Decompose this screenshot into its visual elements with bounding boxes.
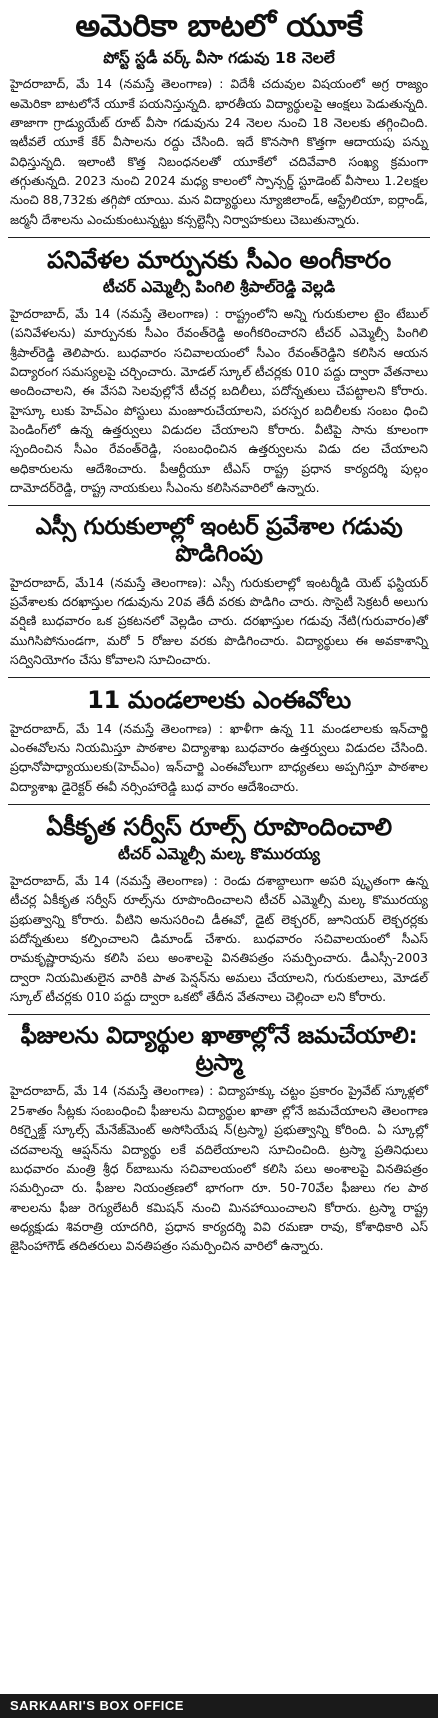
dateline: హైదరాబాద్, మే 14 (నమస్తే తెలంగాణ) : bbox=[10, 76, 224, 92]
dateline: హైదరాబాద్, మే 14 (నమస్తే తెలంగాణ) : bbox=[10, 720, 224, 736]
article-uk-visa bbox=[8, 0, 430, 238]
body-text: రెండు దశాబ్దాలుగా అపరి ష్కృతంగా ఉన్న టీచర్ల ఏకీకృత సర్వీస్ రూల్స్‌ను రూపొందించాలని టీచర్ ఎమ్మెల్సీ మల్క కొమురయ్య ప్రభుత్వాన్ని కోరారు. వీటిని అనుసరించి డీఈవో, డైట్ లెక్చరర్, జూనియర్ లెక్చరర్లకు పదోన్నతులు కల్పించాలని డిమాండ్ చేశారు. బుధవారం సచివాలయంలో సీఎస్ రామకృష్ణారావును కలిసి పలు అంశాలపై వినతిపత్రం సమర్పించారు. డీఎస్సీ-2003 ద్వారా నియమితులైన వారికి పాత పెన్షన్‌ను అమలు చేయాలని, గురుకులాలు, మోడల్ స్కూల్ టీచర్లకు 010 పద్దు ద్వారా ఒకటో తేదీన వేతనాలు చెల్లించా లని కోరారు. bbox=[10, 872, 428, 1004]
subheadline: పోస్ట్ స్టడీ వర్క్ వీసా గడువు 18 నెలలే bbox=[103, 48, 335, 67]
headline: ఎస్సీ గురుకులాల్లో ఇంటర్ ప్రవేశాల గడువు పొడిగింపు bbox=[35, 514, 403, 568]
article-body bbox=[8, 871, 430, 1006]
dateline: హైదరాబాద్, మే 14 (నమస్తే తెలంగాణ) : bbox=[10, 305, 219, 321]
article-body bbox=[8, 304, 430, 497]
dateline: హైదరాబాద్, మే 14 (నమస్తే తెలంగాణ) : bbox=[10, 1083, 214, 1099]
body-text: విదేశీ చదువుల విషయంలో అగ్ర రాజ్యం అమెరికా బాటలోనే యూకే పయనిస్తున్నది. భారతీయ విద్యార్థులపై ఆంక్షలు పెడుతున్నది. తాజాగా గ్రాడ్యుయేట్ రూట్ వీసా గడువును 24 నెలల నుంచి 18 నెలలకు తగ్గించింది. ఇటీవలే యూకే కేర్ వీసాలను రద్దు చేసింది. ఇదే కొనసాగి కొత్తగా ఆదాయపు పన్ను విధిస్తున్నది. ఇలాంటి కొత్త నిబంధనలతో యూకేలో చదివేవారి సంఖ్య క్రమంగా తగ్గుతున్నది. 2023 నుంచి 2024 మధ్య కాలంలో స్పాన్సర్డ్ స్టూడెంట్ వీసాలు 1.2లక్షల నుంచి 88,732కు తగ్గిపో యాయి. మన విద్యార్థులు న్యూజిలాండ్, ఆస్ట్రేలియా, ఐర్లాండ్, జర్మనీ దేశాలను ఎంచుకుంటున్నట్టు కన్సల్టెన్సీ నిర్వాహకులు చెబుతున్నారు. bbox=[10, 76, 428, 227]
subheadline: టీచర్ ఎమ్మెల్సీ మల్క కొమురయ్య bbox=[118, 845, 320, 864]
article-body bbox=[8, 1081, 430, 1255]
article-body bbox=[8, 573, 430, 670]
subheadline: టీచర్ ఎమ్మెల్సీ పింగిలి శ్రీపాల్‌రెడ్డి వెల్లడి bbox=[102, 278, 336, 297]
headline: 11 మండలాలకు ఎంఈవోలు bbox=[87, 686, 351, 715]
headline: అమెరికా బాటలో యూకే bbox=[75, 8, 363, 44]
dateline: హైదరాబాద్, మే14 (నమస్తే తెలంగాణ): bbox=[10, 574, 207, 590]
body-text: ఎస్సీ గురుకులాల్లో ఇంటర్మీడి యెట్ ఫస్టియర్ ప్రవేశాలకు దరఖాస్తుల గడువును 20వ తేదీ వరకు పొడిగిం చారు. సొసైటీ సెక్రటరీ అలుగు వర్షిణి బుధవారం ఒక ప్రకటనలో వెల్లడిం చారు. దరఖాస్తుల గడువు నేటి(గురువారం)తో ముగిసిపోనుండగా, మరో 5 రోజుల వరకు పొడిగించారు. విద్యార్థులు ఈ అవకాశాన్ని సద్వినియోగం చేసు కోవాలని సూచించారు. bbox=[10, 574, 428, 667]
footer-watermark-banner: SARKAARI'S BOX OFFICE bbox=[0, 1694, 438, 1718]
article-body bbox=[8, 74, 430, 229]
article-meo-appointments bbox=[8, 678, 430, 805]
article-body bbox=[8, 719, 430, 796]
headline: పనివేళల మార్పునకు సీఎం అంగీకారం bbox=[47, 245, 391, 274]
article-timetable-change bbox=[8, 238, 430, 506]
headline: ఏకీకృత సర్వీస్ రూల్స్ రూపొందించాలి bbox=[46, 812, 392, 841]
article-sc-gurukul-admissions bbox=[8, 506, 430, 678]
headline: ఫీజులను విద్యార్థుల ఖాతాల్లోనే జమచేయాలి: ట్రస్మా bbox=[20, 1023, 418, 1077]
body-text: రాష్ట్రంలోని అన్ని గురుకులాల టైం టేబుల్ (పనివేళలను) మార్పునకు సీఎం రేవంత్‌రెడ్డి అంగీకరించారని టీచర్ ఎమ్మెల్సీ పింగిలి శ్రీపాల్‌రెడ్డి తెలిపారు. బుధవారం సచివాలయంలో సీఎం రేవంత్‌రెడ్డిని కలిసిన ఆయన విద్యారంగ సమస్యలపై చర్చించారు. మోడల్ స్కూల్ టీచర్లకు 010 పద్దు ద్వారా వేతనాలు అందించాలని, ఈ వేసవి సెలవుల్లోనే టీచర్ల బదిలీలు, పదోన్నతులు చేపట్టాలని కోరారు. హైస్కూ లుకు హెచ్ఎం పోస్టులు మంజూరుచేయాలని, పరస్పర బదిలీలకు సంబం ధించి పెండింగ్‌లో ఉన్న ఉత్తర్వులు విడుదల చేయాలని కోరారు. వీటిపై సాను కూలంగా స్పందించిన సీఎం రేవంత్‌రెడ్డి, సంబంధించిన ఉత్తర్వులను విడు దల చేయాలని అధికారులను ఆదేశించారు. పీఆర్టీయూ టీఎస్ రాష్ట్ర ప్రధాన కార్యదర్శి పుల్గం దామోదర్‌రెడ్డి, రాష్ట్ర నాయకులు సీఎంను కలిసినవారిలో ఉన్నారు. bbox=[10, 305, 428, 495]
article-trusma-fees bbox=[8, 1015, 430, 1263]
dateline: హైదరాబాద్, మే 14 (నమస్తే తెలంగాణ) : bbox=[10, 872, 218, 888]
body-text: ఖాళీగా ఉన్న 11 మండలాలకు ఇన్‌చార్జి ఎంఈవోలను నియమిస్తూ పాఠశాల విద్యాశాఖ బుధవారం ఉత్తర్వులు విడుదల చేసింది. ప్రధానోపాధ్యాయులకు(హెచ్ఎం) ఇన్‌చార్జి ఎంఈవోలుగా బాధ్యతలు అప్పగిస్తూ పాఠశాల విద్యాశాఖ డైరెక్టర్ ఈవీ నర్సింహారెడ్డి బుధ వారం ఆదేశించారు. bbox=[10, 720, 428, 794]
body-text: విద్యాహక్కు చట్టం ప్రకారం ప్రైవేట్ స్కూళ్లలో 25శాతం సీట్లకు సంబంధించి ఫీజులను విద్యార్థుల ఖాతా ల్లోనే జమచేయాలని తెలంగాణ రికగ్నైజ్డ్ స్కూల్స్ మేనేజ్‌మెంట్ అసోసియేష న్(ట్రస్మా) ప్రభుత్వాన్ని కోరింది. ఏ స్కూల్లో చదవాలన్న ఆప్షన్‌ను విద్యార్థు లకే వదిలేయాలని సూచించింది. ట్రస్మా ప్రతినిధులు బుధవారం మంత్రి శ్రీధ ర్‌బాబును సచివాలయంలో కలిసి పలు అంశాలపై వినతిపత్రం సమర్పించా రు. ఫీజుల నియంత్రణలో భాగంగా రూ. 50-70వేల ఫీజులు గల పాఠ శాలలను ఫీజు రెగ్యులేటరీ కమిషన్ నుంచి మినహాయించాలని కోరారు. ట్రస్మా రాష్ట్ర అధ్యక్షుడు శివరాత్రి యాదగిరి, ప్రధాన కార్యదర్శి వివి రమణా రావు, కోశాధికారి ఎస్ జైసింహాగౌడ్ తదితరులు వినతిపత్రం సమర్పించిన వారిలో ఉన్నారు. bbox=[10, 1083, 428, 1254]
article-service-rules bbox=[8, 805, 430, 1015]
